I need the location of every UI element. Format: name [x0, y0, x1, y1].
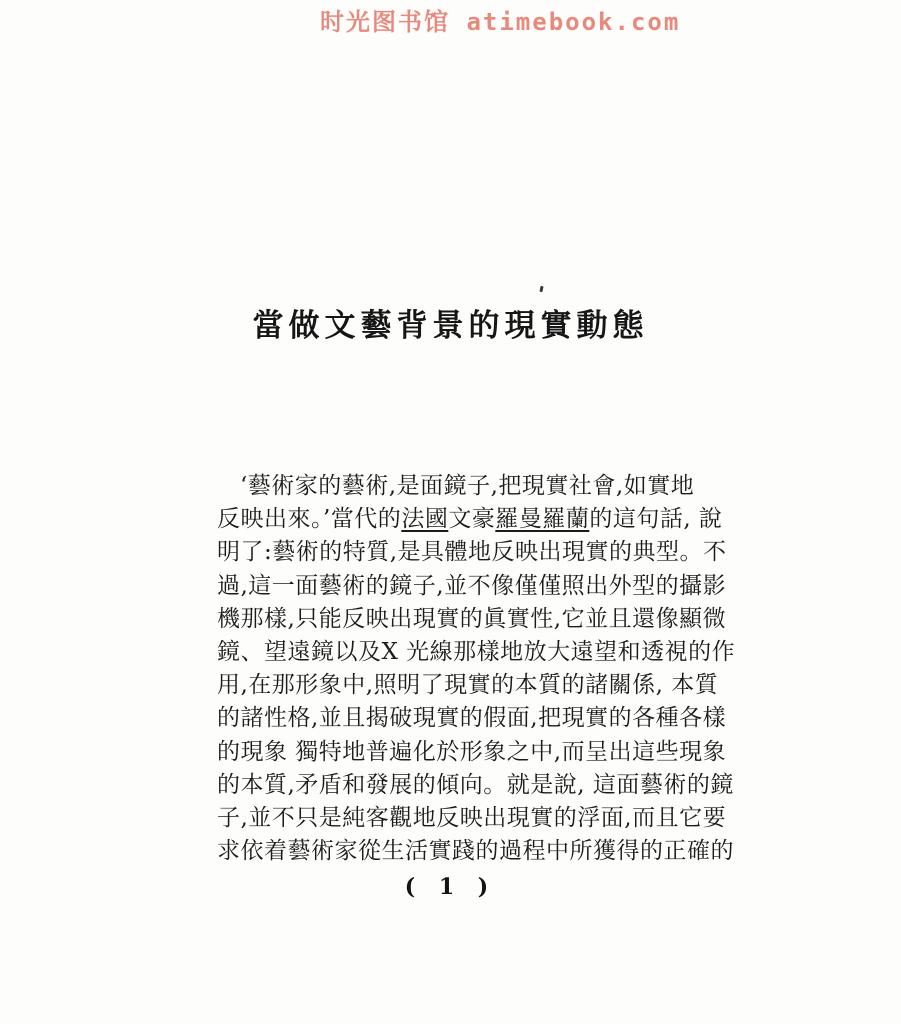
text-segment: 過,這一面藝術的鏡子,並不像僅僅照出外型的攝影 — [217, 572, 727, 599]
text-segment: 的這句話, 說 — [589, 506, 723, 533]
text-line — [217, 536, 727, 569]
text-line — [217, 835, 734, 868]
text-segment: 用,在那形象中,照明了現實的本質的諸關係, 本質 — [217, 672, 719, 699]
text-segment: 的現象 獨特地普遍化於形象之中,而呈出這些現象 — [217, 738, 727, 765]
text-segment: 鏡、望遠鏡以及X 光線那樣地放大遠望和透視的作 — [217, 638, 736, 665]
text-line — [217, 636, 736, 669]
text-line — [217, 603, 727, 636]
page-title: 當做文藝背景的現實動態 — [252, 308, 649, 344]
text-segment: 的諸性格,並且揭破現實的假面,把現實的各種各樣 — [217, 705, 727, 732]
text-segment: 子,並不只是純客觀地反映出現實的浮面,而且它要 — [217, 804, 727, 831]
text-segment: ‘藝術家的藝術,是面鏡子,把現實社會,如實地 — [240, 473, 695, 499]
body-paragraph — [217, 470, 736, 868]
text-segment: 求依着藝術家從生活實踐的過程中所獲得的正確的 — [217, 838, 734, 865]
text-segment: 明了:藝術的特質,是具體地反映出現實的典型。不 — [217, 539, 727, 566]
watermark: 时光图书馆 atimebook.com — [320, 8, 681, 36]
text-line — [217, 669, 719, 702]
text-line — [217, 470, 695, 503]
page-number: ( 1 ) — [404, 874, 497, 900]
text-line — [217, 570, 727, 603]
text-segment: 反映出來。’當代的 — [217, 506, 402, 533]
text-segment: 機那樣,只能反映出現實的眞實性,它並且還像顯微 — [217, 605, 727, 632]
text-segment: 的本質,矛盾和發展的傾向。就是說, 這面藝術的鏡 — [217, 771, 734, 798]
text-line — [217, 802, 727, 835]
text-line — [217, 736, 727, 769]
proper-noun-underlined: 法國 — [401, 506, 449, 533]
text-line — [217, 702, 727, 735]
ink-speck — [539, 286, 543, 292]
text-segment: 文豪 — [448, 506, 496, 533]
proper-noun-underlined: 羅曼羅蘭 — [495, 506, 590, 533]
text-line — [217, 503, 723, 536]
text-line — [217, 769, 734, 802]
